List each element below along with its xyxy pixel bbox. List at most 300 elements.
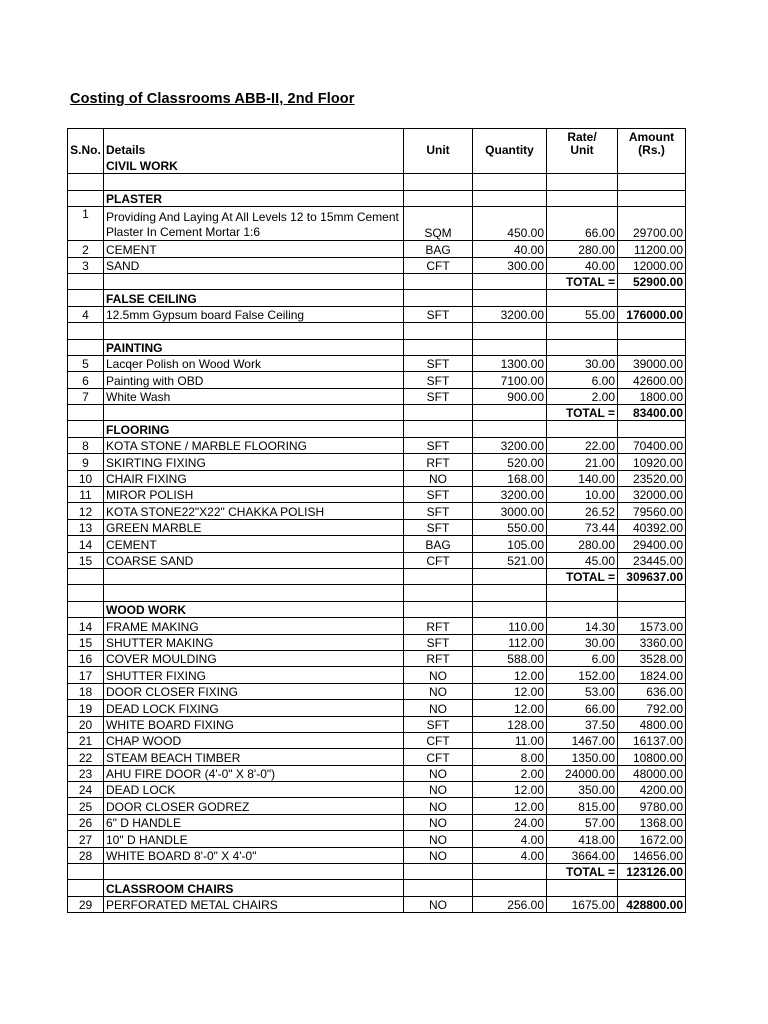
cell-amount: 39000.00 bbox=[618, 355, 686, 371]
cell-rate: 815.00 bbox=[547, 798, 618, 814]
cell-unit: NO bbox=[404, 470, 473, 486]
cell-details: SHUTTER MAKING bbox=[104, 634, 404, 650]
table-row bbox=[68, 847, 686, 863]
cell-sno: 5 bbox=[68, 355, 104, 371]
cell-quantity: 4.00 bbox=[473, 847, 547, 863]
cell-rate bbox=[547, 158, 618, 174]
cell-details bbox=[104, 585, 404, 601]
cell-unit: NO bbox=[404, 683, 473, 699]
blank-row bbox=[68, 174, 686, 190]
cell-rate: 6.00 bbox=[547, 650, 618, 666]
cell-amount: 1573.00 bbox=[618, 618, 686, 634]
cell-sno: 8 bbox=[68, 437, 104, 453]
cell-sno: 24 bbox=[68, 782, 104, 798]
cell-details: AHU FIRE DOOR (4'-0" X 8'-0") bbox=[104, 765, 404, 781]
cell-amount bbox=[618, 880, 686, 896]
cell-rate: TOTAL = bbox=[547, 273, 618, 289]
cell-amount: 52900.00 bbox=[618, 273, 686, 289]
cell-rate: 152.00 bbox=[547, 667, 618, 683]
cell-amount bbox=[618, 290, 686, 306]
cell-quantity: 520.00 bbox=[473, 454, 547, 470]
cell-amount: 11200.00 bbox=[618, 241, 686, 257]
header-amount-line2: (Rs.) bbox=[638, 143, 665, 157]
header-quantity-label: Quantity bbox=[485, 143, 534, 157]
header-rate-line1: Rate/ bbox=[567, 130, 597, 144]
cell-unit: NO bbox=[404, 765, 473, 781]
cell-unit bbox=[404, 174, 473, 190]
cell-sno: 23 bbox=[68, 765, 104, 781]
header-details-label: Details bbox=[106, 143, 146, 157]
cell-sno bbox=[68, 290, 104, 306]
cell-unit: NO bbox=[404, 667, 473, 683]
cell-sno: 20 bbox=[68, 716, 104, 732]
cell-quantity: 3200.00 bbox=[473, 487, 547, 503]
table-row bbox=[68, 454, 686, 470]
cell-quantity bbox=[473, 864, 547, 880]
cell-sno: 22 bbox=[68, 749, 104, 765]
cell-unit: BAG bbox=[404, 241, 473, 257]
cell-amount: 1368.00 bbox=[618, 814, 686, 830]
cell-details: Providing And Laying At All Levels 12 to 15mm Cement Plaster In Cement Mortar 1:6 bbox=[104, 207, 404, 241]
table-row bbox=[68, 503, 686, 519]
table-row bbox=[68, 700, 686, 716]
cell-details bbox=[104, 273, 404, 289]
cell-unit bbox=[404, 864, 473, 880]
cell-unit: NO bbox=[404, 831, 473, 847]
cell-sno: 4 bbox=[68, 306, 104, 322]
cell-details bbox=[104, 864, 404, 880]
cell-rate: 14.30 bbox=[547, 618, 618, 634]
cell-quantity: 588.00 bbox=[473, 650, 547, 666]
cell-amount: 3360.00 bbox=[618, 634, 686, 650]
cell-details: DOOR CLOSER FIXING bbox=[104, 683, 404, 699]
cell-rate bbox=[547, 339, 618, 355]
cell-amount: 23520.00 bbox=[618, 470, 686, 486]
cell-details: FLOORING bbox=[104, 421, 404, 437]
cell-quantity: 40.00 bbox=[473, 241, 547, 257]
table-row bbox=[68, 618, 686, 634]
cell-unit: SFT bbox=[404, 306, 473, 322]
cell-unit bbox=[404, 405, 473, 421]
cell-details: FALSE CEILING bbox=[104, 290, 404, 306]
cell-amount: 48000.00 bbox=[618, 765, 686, 781]
cell-unit bbox=[404, 421, 473, 437]
cell-quantity: 7100.00 bbox=[473, 372, 547, 388]
header-row bbox=[68, 129, 686, 159]
cell-rate: 66.00 bbox=[547, 207, 618, 241]
cell-rate: 21.00 bbox=[547, 454, 618, 470]
cell-unit: CFT bbox=[404, 257, 473, 273]
cell-details: WHITE BOARD 8'-0" X 4'-0" bbox=[104, 847, 404, 863]
cell-unit: NO bbox=[404, 700, 473, 716]
cell-details: STEAM BEACH TIMBER bbox=[104, 749, 404, 765]
cell-amount: 1824.00 bbox=[618, 667, 686, 683]
cell-sno bbox=[68, 421, 104, 437]
cell-sno: 9 bbox=[68, 454, 104, 470]
section-row bbox=[68, 158, 686, 174]
table-row bbox=[68, 306, 686, 322]
cell-sno bbox=[68, 323, 104, 339]
cell-details: WOOD WORK bbox=[104, 601, 404, 617]
cell-quantity: 3000.00 bbox=[473, 503, 547, 519]
cell-details: CHAIR FIXING bbox=[104, 470, 404, 486]
table-row bbox=[68, 667, 686, 683]
header-quantity bbox=[473, 129, 547, 159]
cell-amount bbox=[618, 323, 686, 339]
cell-unit: NO bbox=[404, 847, 473, 863]
table-row bbox=[68, 437, 686, 453]
table-row bbox=[68, 536, 686, 552]
cell-quantity: 550.00 bbox=[473, 519, 547, 535]
header-unit bbox=[404, 129, 473, 159]
cell-quantity: 12.00 bbox=[473, 798, 547, 814]
cell-unit: SFT bbox=[404, 716, 473, 732]
table-row bbox=[68, 470, 686, 486]
cell-sno bbox=[68, 864, 104, 880]
cell-details: SHUTTER FIXING bbox=[104, 667, 404, 683]
cell-rate bbox=[547, 601, 618, 617]
cell-sno: 25 bbox=[68, 798, 104, 814]
section-row bbox=[68, 190, 686, 206]
cell-unit: NO bbox=[404, 814, 473, 830]
cell-sno: 21 bbox=[68, 732, 104, 748]
cell-sno: 3 bbox=[68, 257, 104, 273]
total-row bbox=[68, 864, 686, 880]
cell-quantity: 12.00 bbox=[473, 683, 547, 699]
cell-rate: 66.00 bbox=[547, 700, 618, 716]
cell-rate bbox=[547, 323, 618, 339]
cell-sno: 13 bbox=[68, 519, 104, 535]
section-row bbox=[68, 601, 686, 617]
table-row bbox=[68, 732, 686, 748]
cell-sno: 12 bbox=[68, 503, 104, 519]
cell-sno: 1 bbox=[68, 207, 104, 241]
cell-details: 6" D HANDLE bbox=[104, 814, 404, 830]
cell-unit bbox=[404, 290, 473, 306]
cell-rate: 6.00 bbox=[547, 372, 618, 388]
cell-quantity: 128.00 bbox=[473, 716, 547, 732]
header-sno bbox=[68, 129, 104, 159]
cell-amount bbox=[618, 601, 686, 617]
cell-details: WHITE BOARD FIXING bbox=[104, 716, 404, 732]
cell-details: COARSE SAND bbox=[104, 552, 404, 568]
cell-rate: 280.00 bbox=[547, 536, 618, 552]
cell-amount: 79560.00 bbox=[618, 503, 686, 519]
cell-details: CLASSROOM CHAIRS bbox=[104, 880, 404, 896]
header-unit-label: Unit bbox=[426, 143, 450, 157]
cell-quantity: 3200.00 bbox=[473, 437, 547, 453]
cell-amount bbox=[618, 585, 686, 601]
cell-rate: 1675.00 bbox=[547, 896, 618, 912]
cell-unit bbox=[404, 323, 473, 339]
cell-details: SKIRTING FIXING bbox=[104, 454, 404, 470]
cell-quantity: 256.00 bbox=[473, 896, 547, 912]
cell-details bbox=[104, 323, 404, 339]
cell-amount: 42600.00 bbox=[618, 372, 686, 388]
cell-details: Painting with OBD bbox=[104, 372, 404, 388]
cell-details: MIROR POLISH bbox=[104, 487, 404, 503]
cell-sno: 19 bbox=[68, 700, 104, 716]
cell-details: 10" D HANDLE bbox=[104, 831, 404, 847]
cell-sno bbox=[68, 405, 104, 421]
cell-amount: 3528.00 bbox=[618, 650, 686, 666]
cell-unit: SQM bbox=[404, 207, 473, 241]
cell-rate: TOTAL = bbox=[547, 405, 618, 421]
header-details bbox=[104, 129, 404, 159]
cell-sno: 15 bbox=[68, 634, 104, 650]
cell-details: White Wash bbox=[104, 388, 404, 404]
cell-unit: RFT bbox=[404, 650, 473, 666]
cell-details bbox=[104, 174, 404, 190]
header-rate-line2: Unit bbox=[570, 143, 594, 157]
cell-amount bbox=[618, 158, 686, 174]
cell-unit bbox=[404, 601, 473, 617]
cell-rate: 2.00 bbox=[547, 388, 618, 404]
cell-quantity: 112.00 bbox=[473, 634, 547, 650]
table-row bbox=[68, 896, 686, 912]
cell-rate: 24000.00 bbox=[547, 765, 618, 781]
cell-unit bbox=[404, 158, 473, 174]
cell-quantity: 12.00 bbox=[473, 782, 547, 798]
table-row bbox=[68, 257, 686, 273]
cell-quantity bbox=[473, 880, 547, 896]
cell-details: CEMENT bbox=[104, 241, 404, 257]
cell-details: 12.5mm Gypsum board False Ceiling bbox=[104, 306, 404, 322]
cell-unit bbox=[404, 273, 473, 289]
cell-sno: 29 bbox=[68, 896, 104, 912]
cell-quantity bbox=[473, 339, 547, 355]
cell-unit: SFT bbox=[404, 503, 473, 519]
cell-sno: 11 bbox=[68, 487, 104, 503]
cell-quantity: 110.00 bbox=[473, 618, 547, 634]
cell-sno bbox=[68, 174, 104, 190]
header-amount bbox=[618, 129, 686, 159]
cell-quantity: 12.00 bbox=[473, 700, 547, 716]
cell-details: KOTA STONE22"X22" CHAKKA POLISH bbox=[104, 503, 404, 519]
cell-quantity bbox=[473, 568, 547, 584]
cell-quantity bbox=[473, 174, 547, 190]
cell-rate: 45.00 bbox=[547, 552, 618, 568]
cell-quantity bbox=[473, 585, 547, 601]
cell-sno: 14 bbox=[68, 618, 104, 634]
cell-amount: 9780.00 bbox=[618, 798, 686, 814]
cell-rate: 57.00 bbox=[547, 814, 618, 830]
cell-quantity: 1300.00 bbox=[473, 355, 547, 371]
cell-amount: 123126.00 bbox=[618, 864, 686, 880]
cell-details: FRAME MAKING bbox=[104, 618, 404, 634]
cell-amount: 4200.00 bbox=[618, 782, 686, 798]
table-row bbox=[68, 372, 686, 388]
section-row bbox=[68, 339, 686, 355]
costing-table bbox=[67, 128, 686, 913]
cell-rate: 55.00 bbox=[547, 306, 618, 322]
cell-sno: 27 bbox=[68, 831, 104, 847]
table-row bbox=[68, 650, 686, 666]
blank-row bbox=[68, 323, 686, 339]
cell-amount: 4800.00 bbox=[618, 716, 686, 732]
table-row bbox=[68, 241, 686, 257]
cell-details: SAND bbox=[104, 257, 404, 273]
cell-details: CEMENT bbox=[104, 536, 404, 552]
cell-amount: 29700.00 bbox=[618, 207, 686, 241]
cell-amount: 16137.00 bbox=[618, 732, 686, 748]
cell-quantity bbox=[473, 290, 547, 306]
cell-rate: 26.52 bbox=[547, 503, 618, 519]
cell-rate: 3664.00 bbox=[547, 847, 618, 863]
cell-amount: 70400.00 bbox=[618, 437, 686, 453]
cell-details: DOOR CLOSER GODREZ bbox=[104, 798, 404, 814]
section-row bbox=[68, 290, 686, 306]
table-row bbox=[68, 782, 686, 798]
cell-amount: 40392.00 bbox=[618, 519, 686, 535]
cell-unit: CFT bbox=[404, 552, 473, 568]
cell-quantity bbox=[473, 405, 547, 421]
cell-quantity bbox=[473, 158, 547, 174]
blank-row bbox=[68, 585, 686, 601]
cell-quantity: 2.00 bbox=[473, 765, 547, 781]
cell-unit: SFT bbox=[404, 355, 473, 371]
cell-rate: 280.00 bbox=[547, 241, 618, 257]
cell-sno: 16 bbox=[68, 650, 104, 666]
table-row bbox=[68, 207, 686, 241]
cell-quantity: 11.00 bbox=[473, 732, 547, 748]
cell-quantity: 450.00 bbox=[473, 207, 547, 241]
cell-sno: 6 bbox=[68, 372, 104, 388]
cell-unit: BAG bbox=[404, 536, 473, 552]
cell-sno: 14 bbox=[68, 536, 104, 552]
cell-amount: 14656.00 bbox=[618, 847, 686, 863]
cell-amount bbox=[618, 339, 686, 355]
table-row bbox=[68, 388, 686, 404]
cell-details: CIVIL WORK bbox=[104, 158, 404, 174]
cell-amount: 23445.00 bbox=[618, 552, 686, 568]
cell-quantity: 12.00 bbox=[473, 667, 547, 683]
cell-quantity bbox=[473, 601, 547, 617]
cell-quantity: 168.00 bbox=[473, 470, 547, 486]
cell-sno bbox=[68, 585, 104, 601]
cell-details bbox=[104, 568, 404, 584]
cell-rate: 1350.00 bbox=[547, 749, 618, 765]
header-rate bbox=[547, 129, 618, 159]
cell-unit: SFT bbox=[404, 519, 473, 535]
cell-unit: CFT bbox=[404, 732, 473, 748]
cell-unit: SFT bbox=[404, 487, 473, 503]
cell-details: PAINTING bbox=[104, 339, 404, 355]
cell-rate: TOTAL = bbox=[547, 864, 618, 880]
cell-amount: 83400.00 bbox=[618, 405, 686, 421]
cell-rate: 37.50 bbox=[547, 716, 618, 732]
cell-amount: 29400.00 bbox=[618, 536, 686, 552]
cell-rate: 350.00 bbox=[547, 782, 618, 798]
cell-unit: SFT bbox=[404, 388, 473, 404]
table-row bbox=[68, 683, 686, 699]
cell-sno: 26 bbox=[68, 814, 104, 830]
total-row bbox=[68, 405, 686, 421]
cell-sno bbox=[68, 601, 104, 617]
table-row bbox=[68, 487, 686, 503]
cell-details: Lacqer Polish on Wood Work bbox=[104, 355, 404, 371]
cell-unit bbox=[404, 568, 473, 584]
cell-rate bbox=[547, 290, 618, 306]
cell-rate: 30.00 bbox=[547, 634, 618, 650]
cell-unit: RFT bbox=[404, 618, 473, 634]
cell-details: COVER MOULDING bbox=[104, 650, 404, 666]
table-row bbox=[68, 552, 686, 568]
cell-details: DEAD LOCK bbox=[104, 782, 404, 798]
table-row bbox=[68, 831, 686, 847]
cell-sno: 18 bbox=[68, 683, 104, 699]
cell-amount: 176000.00 bbox=[618, 306, 686, 322]
cell-quantity: 4.00 bbox=[473, 831, 547, 847]
cell-unit bbox=[404, 190, 473, 206]
cell-sno: 7 bbox=[68, 388, 104, 404]
cell-quantity bbox=[473, 323, 547, 339]
cell-unit bbox=[404, 880, 473, 896]
cell-amount bbox=[618, 174, 686, 190]
cell-amount bbox=[618, 190, 686, 206]
cell-amount: 792.00 bbox=[618, 700, 686, 716]
cell-sno: 17 bbox=[68, 667, 104, 683]
cell-details: PLASTER bbox=[104, 190, 404, 206]
cell-rate: 140.00 bbox=[547, 470, 618, 486]
cell-amount: 1800.00 bbox=[618, 388, 686, 404]
total-row bbox=[68, 273, 686, 289]
cell-unit: NO bbox=[404, 896, 473, 912]
cell-unit bbox=[404, 339, 473, 355]
cell-quantity bbox=[473, 421, 547, 437]
cell-quantity: 900.00 bbox=[473, 388, 547, 404]
cell-rate bbox=[547, 421, 618, 437]
table-row bbox=[68, 765, 686, 781]
cell-sno bbox=[68, 880, 104, 896]
cell-unit: SFT bbox=[404, 634, 473, 650]
cell-unit: RFT bbox=[404, 454, 473, 470]
table-row bbox=[68, 798, 686, 814]
cell-rate: 53.00 bbox=[547, 683, 618, 699]
header-amount-line1: Amount bbox=[628, 130, 675, 144]
cell-amount: 32000.00 bbox=[618, 487, 686, 503]
cell-amount: 1672.00 bbox=[618, 831, 686, 847]
cell-unit: SFT bbox=[404, 437, 473, 453]
cell-unit bbox=[404, 585, 473, 601]
cell-sno: 10 bbox=[68, 470, 104, 486]
cell-quantity: 24.00 bbox=[473, 814, 547, 830]
table-row bbox=[68, 749, 686, 765]
cell-rate bbox=[547, 190, 618, 206]
cell-amount: 12000.00 bbox=[618, 257, 686, 273]
cell-sno: 2 bbox=[68, 241, 104, 257]
cell-amount bbox=[618, 421, 686, 437]
cell-rate: 40.00 bbox=[547, 257, 618, 273]
cell-amount: 10800.00 bbox=[618, 749, 686, 765]
cell-sno bbox=[68, 339, 104, 355]
cell-amount: 10920.00 bbox=[618, 454, 686, 470]
cell-quantity: 8.00 bbox=[473, 749, 547, 765]
cell-sno bbox=[68, 190, 104, 206]
total-row bbox=[68, 568, 686, 584]
cell-sno: 28 bbox=[68, 847, 104, 863]
cell-quantity: 3200.00 bbox=[473, 306, 547, 322]
cell-rate: TOTAL = bbox=[547, 568, 618, 584]
cell-details: KOTA STONE / MARBLE FLOORING bbox=[104, 437, 404, 453]
header-sno-label: S.No. bbox=[70, 143, 101, 157]
cell-sno bbox=[68, 568, 104, 584]
cell-amount: 636.00 bbox=[618, 683, 686, 699]
cell-details: CHAP WOOD bbox=[104, 732, 404, 748]
table-body bbox=[68, 158, 686, 913]
cell-quantity: 521.00 bbox=[473, 552, 547, 568]
cell-quantity bbox=[473, 190, 547, 206]
